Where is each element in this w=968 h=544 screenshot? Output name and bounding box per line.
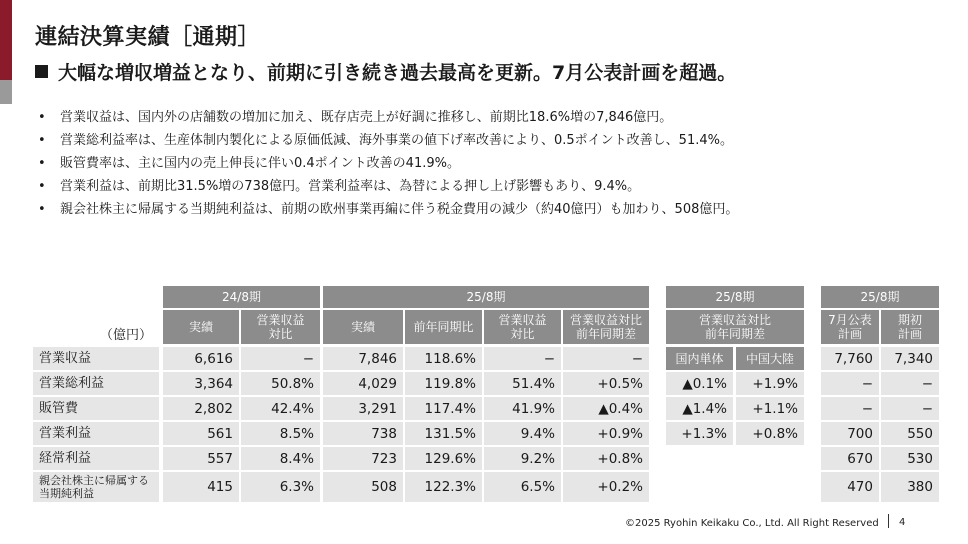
bullet-marker: • xyxy=(38,156,46,171)
bullet-item: • 営業利益は、前期比31.5%増の738億円。営業利益率は、為替による押し上げ影響もあり、9.4%。 xyxy=(38,175,738,198)
table-cell: 723 xyxy=(323,447,403,470)
plan-cell: 380 xyxy=(881,472,939,502)
table-cell: 41.9% xyxy=(484,397,561,420)
table-cell: 119.8% xyxy=(405,372,482,395)
table-cell: 131.5% xyxy=(405,422,482,445)
plan-cell: − xyxy=(821,397,879,420)
copyright-footer: ©2025 Ryohin Keikaku Co., Ltd. All Right Reserved xyxy=(625,518,879,529)
table-cell: 6.5% xyxy=(484,472,561,502)
table-cell: 3,364 xyxy=(163,372,239,395)
table-cell: 6,616 xyxy=(163,347,239,370)
table-cell: 561 xyxy=(163,422,239,445)
table-cell: +0.2% xyxy=(563,472,649,502)
main-col-header: 実績 xyxy=(163,310,239,344)
bullet-list xyxy=(38,106,738,221)
bullet-item: • 親会社株主に帰属する当期純利益は、前期の欧州事業再編に伴う税金費用の減少（約40億円）も加わり、508億円。 xyxy=(38,198,738,221)
plan-cell: − xyxy=(821,372,879,395)
segment-cell: ▲0.1% xyxy=(666,372,733,395)
table-cell: 50.8% xyxy=(241,372,320,395)
table-cell: − xyxy=(484,347,561,370)
table-cell: 7,846 xyxy=(323,347,403,370)
table-cell: 557 xyxy=(163,447,239,470)
main-col-header: 前年同期比 xyxy=(405,310,482,344)
page-title: 連結決算実績［通期］ xyxy=(35,25,261,50)
table-cell: 129.6% xyxy=(405,447,482,470)
accent-bar-gray xyxy=(0,80,12,104)
main-col-header: 営業収益 対比 xyxy=(484,310,561,344)
footer-divider xyxy=(888,514,889,528)
plan-cell: 550 xyxy=(881,422,939,445)
group-header-25-8: 25/8期 xyxy=(323,286,649,308)
group-header-24-8: 24/8期 xyxy=(163,286,320,308)
plan-cell: − xyxy=(881,397,939,420)
bullet-item: • 販管費率は、主に国内の売上伸長に伴い0.4ポイント改善の41.9%。 xyxy=(38,152,738,175)
table-cell: 3,291 xyxy=(323,397,403,420)
page-subtitle xyxy=(35,58,736,85)
plan-cell: 700 xyxy=(821,422,879,445)
segment-cell: ▲1.4% xyxy=(666,397,733,420)
bullet-marker: • xyxy=(38,133,46,148)
plan-cell: 470 xyxy=(821,472,879,502)
segment-group-header: 25/8期 xyxy=(666,286,804,308)
table-cell: +0.9% xyxy=(563,422,649,445)
segment-col-header: 国内単体 xyxy=(666,347,733,370)
table-cell: 42.4% xyxy=(241,397,320,420)
table-cell: 117.4% xyxy=(405,397,482,420)
row-label: 経常利益 xyxy=(33,447,159,470)
table-cell: 118.6% xyxy=(405,347,482,370)
plan-col-header: 7月公表 計画 xyxy=(821,310,879,344)
segment-col-header: 中国大陸 xyxy=(736,347,804,370)
bullet-item: • 営業収益は、国内外の店舗数の増加に加え、既存店売上が好調に推移し、前期比18.6%増の7,846億円。 xyxy=(38,106,738,129)
bullet-marker: • xyxy=(38,179,46,194)
plan-cell: − xyxy=(881,372,939,395)
bullet-marker: • xyxy=(38,110,46,125)
segment-sub-header: 営業収益対比 前年同期差 xyxy=(666,310,804,344)
table-cell: +0.8% xyxy=(563,447,649,470)
segment-cell: +1.9% xyxy=(736,372,804,395)
table-cell: 738 xyxy=(323,422,403,445)
table-cell: 8.5% xyxy=(241,422,320,445)
segment-cell: +1.3% xyxy=(666,422,733,445)
bullet-item: • 営業総利益率は、生産体制内製化による原価低減、海外事業の値下げ率改善により、0.5ポイント改善し、51.4%。 xyxy=(38,129,738,152)
row-label: 営業総利益 xyxy=(33,372,159,395)
plan-cell: 7,760 xyxy=(821,347,879,370)
table-cell: 9.2% xyxy=(484,447,561,470)
table-cell: 508 xyxy=(323,472,403,502)
segment-cell: +0.8% xyxy=(736,422,804,445)
plan-cell: 670 xyxy=(821,447,879,470)
main-col-header: 実績 xyxy=(323,310,403,344)
segment-cell: +1.1% xyxy=(736,397,804,420)
table-cell: +0.5% xyxy=(563,372,649,395)
subtitle-text: 大幅な増収増益となり、前期に引き続き過去最高を更新。7月公表計画を超過。 xyxy=(58,62,737,84)
bullet-marker: • xyxy=(38,202,46,217)
row-label: 営業利益 xyxy=(33,422,159,445)
plan-cell: 530 xyxy=(881,447,939,470)
plan-col-header: 期初 計画 xyxy=(881,310,939,344)
page-number: 4 xyxy=(899,517,906,528)
row-label: 親会社株主に帰属する 当期純利益 xyxy=(33,472,159,502)
main-col-header: 営業収益対比 前年同期差 xyxy=(563,310,649,344)
table-cell: 9.4% xyxy=(484,422,561,445)
plan-cell: 7,340 xyxy=(881,347,939,370)
main-col-header: 営業収益 対比 xyxy=(241,310,320,344)
table-cell: ▲0.4% xyxy=(563,397,649,420)
table-cell: 8.4% xyxy=(241,447,320,470)
table-cell: 4,029 xyxy=(323,372,403,395)
unit-label: （億円） xyxy=(100,328,153,343)
row-label: 営業収益 xyxy=(33,347,159,370)
table-cell: 2,802 xyxy=(163,397,239,420)
plan-group-header: 25/8期 xyxy=(821,286,939,308)
square-bullet-icon xyxy=(35,65,48,78)
table-cell: − xyxy=(241,347,320,370)
table-cell: 6.3% xyxy=(241,472,320,502)
table-cell: 51.4% xyxy=(484,372,561,395)
table-cell: − xyxy=(563,347,649,370)
row-label: 販管費 xyxy=(33,397,159,420)
table-cell: 122.3% xyxy=(405,472,482,502)
table-cell: 415 xyxy=(163,472,239,502)
